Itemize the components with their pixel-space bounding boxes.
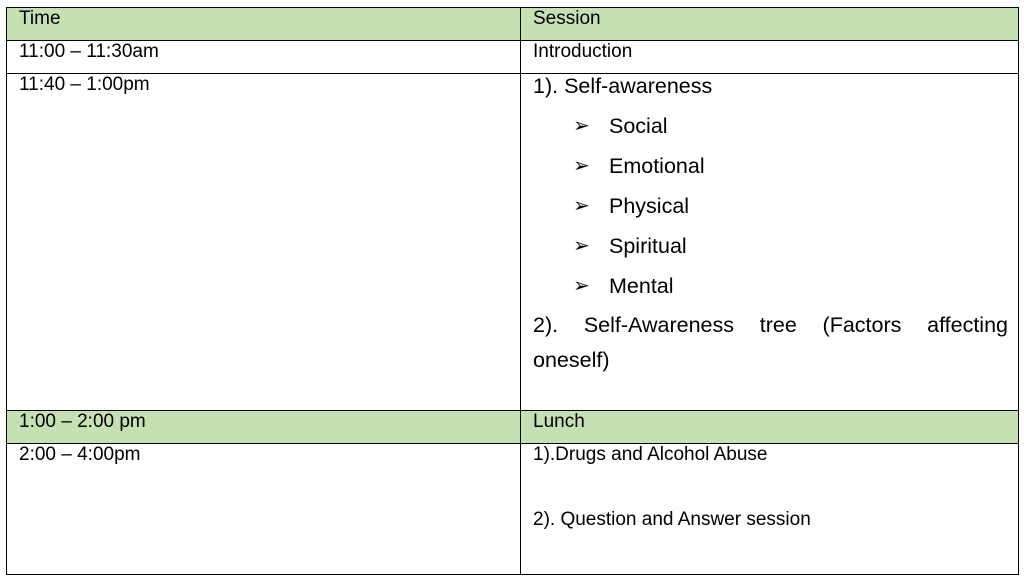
arrowhead-bullet-icon: ➢ (573, 235, 590, 257)
session-cell: Lunch (521, 411, 1019, 444)
session-item-2: 2). Self-Awareness tree (Factors affecting oneself) (533, 313, 1008, 372)
session-item-2: 2). Question and Answer session (533, 509, 811, 530)
session-item-1: 1). Self-awareness (533, 74, 713, 98)
list-item (573, 274, 1008, 298)
list-item (573, 154, 1008, 178)
arrowhead-bullet-icon: ➢ (573, 115, 590, 137)
subitem-label: Physical (609, 194, 690, 218)
list-item (573, 234, 1008, 258)
schedule-table (6, 7, 1019, 575)
time-cell: 2:00 – 4:00pm (7, 444, 521, 575)
time-cell: 11:00 – 11:30am (7, 41, 521, 74)
header-session: Session (521, 8, 1019, 41)
list-item (573, 114, 1008, 138)
table-row (7, 411, 1019, 444)
table-row (7, 444, 1019, 575)
list-item (573, 194, 1008, 218)
table-row (7, 41, 1019, 74)
session-cell (521, 444, 1019, 575)
arrowhead-bullet-icon: ➢ (573, 155, 590, 177)
session-item-1: 1).Drugs and Alcohol Abuse (533, 444, 768, 465)
arrowhead-bullet-icon: ➢ (573, 195, 590, 217)
subitem-label: Emotional (609, 154, 705, 178)
session-cell: Introduction (521, 41, 1019, 74)
subitem-list (533, 114, 1008, 298)
session-cell (521, 74, 1019, 411)
time-cell: 1:00 – 2:00 pm (7, 411, 521, 444)
table-header-row (7, 8, 1019, 41)
table-row (7, 74, 1019, 411)
subitem-label: Social (609, 114, 668, 138)
subitem-label: Spiritual (609, 234, 687, 258)
subitem-label: Mental (609, 274, 674, 298)
arrowhead-bullet-icon: ➢ (573, 275, 590, 297)
time-cell: 11:40 – 1:00pm (7, 74, 521, 411)
header-time: Time (7, 8, 521, 41)
